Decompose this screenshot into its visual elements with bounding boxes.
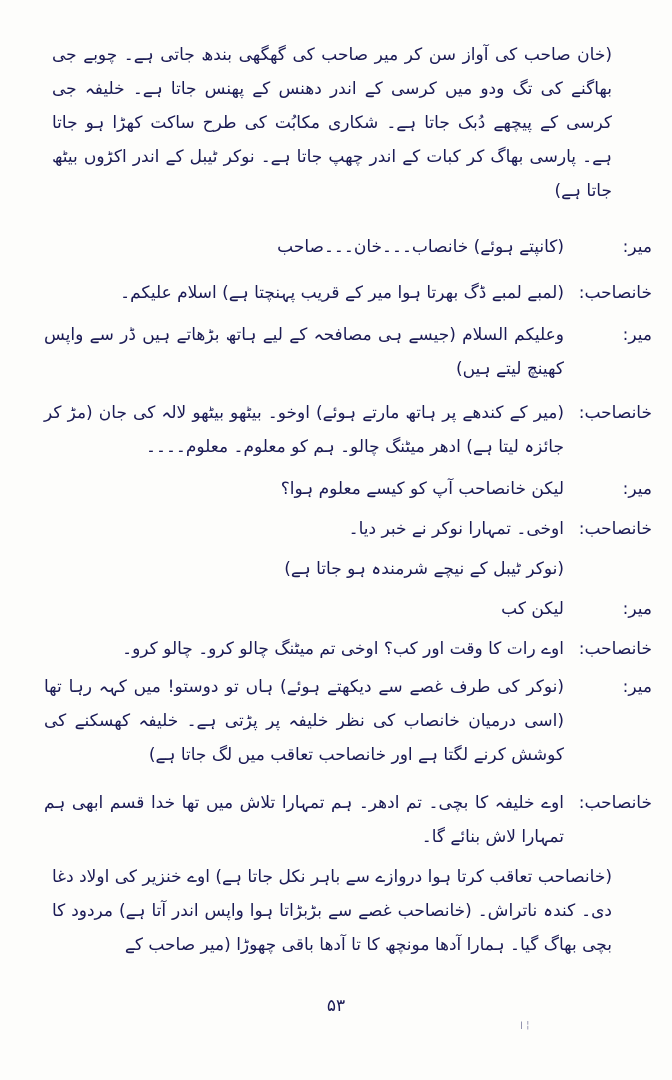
speaker-label: میر: — [622, 479, 652, 499]
dialogue-text: (نوکر کی طرف غصے سے دیکھتے ہوئے) ہاں تو دوستو! میں کہہ رہا تھا (اسی درمیان خانصاب کی نظر خلیفہ پر پڑتی ہے۔ خلیفہ کھسکنے کی کوشش کرنے لگتا ہے اور خانصاحب تعاقب میں لگ جاتا ہے) — [44, 677, 564, 765]
speaker-label: خانصاحب: — [578, 403, 652, 423]
dialogue-text: (کانپتے ہوئے) خانصاب۔۔۔خان۔۔۔صاحب — [277, 237, 564, 257]
speaker-label: خانصاحب: — [578, 519, 652, 539]
dialogue-text: (لمبے لمبے ڈگ بھرتا ہوا میر کے قریب پہنچتا ہے) اسلام علیکم۔ — [120, 283, 564, 303]
dialogue-text: وعلیکم السلام (جیسے ہی مصافحہ کے لیے ہاتھ بڑھاتے ہیں ڈر سے واپس کھینچ لیتے ہیں) — [44, 325, 564, 379]
speaker-label: خانصاحب: — [578, 793, 652, 813]
scan-specks: ¦ ׀ — [520, 1020, 530, 1031]
speaker-label: میر: — [622, 237, 652, 257]
speaker-label: میر: — [622, 677, 652, 697]
dialogue-text: لیکن کب — [501, 599, 564, 619]
speaker-label: خانصاحب: — [578, 283, 652, 303]
speaker-label: میر: — [622, 599, 652, 619]
dialogue-text: لیکن خانصاحب آپ کو کیسے معلوم ہوا؟ — [280, 479, 564, 499]
intro-paragraph: (خان صاحب کی آواز سن کر میر صاحب کی گھگھی بندھ جاتی ہے۔ چوبے جی بھاگنے کی تگ ودو میں کرسی کے اندر دھنس کے پھنس جاتا ہے۔ خلیفہ جی کرسی کے پیچھے دُبک جاتا ہے۔ شکاری مکابُت کی طرح ساکت کھڑا ہو جاتا ہے۔ پارسی بھاگ کر کبات کے اندر چھپ جاتا ہے۔ نوکر ٹیبل کے اندر اکڑوں بیٹھ جاتا ہے) — [52, 45, 612, 201]
outro-paragraph: (خانصاحب تعاقب کرتا ہوا دروازے سے باہر نکل جاتا ہے) اوے خنزیر کی اولاد دغا دی۔ کندہ ناتراش۔ (خانصاحب غصے سے بڑبڑاتا ہوا واپس اندر آتا ہے) مردود کا بچی بھاگ گیا۔ ہمارا آدھا مونچھ کا تا آدھا باقی چھوڑا (میر صاحب کے — [52, 867, 612, 955]
dialogue-text: (میر کے کندھے پر ہاتھ مارتے ہوئے) اوخو۔ بیٹھو بیٹھو لالہ کی جان (مڑ کر جائزہ لیتا ہے) ادھر میٹنگ چالو۔ ہم کو معلوم۔ معلوم۔۔۔۔ — [44, 403, 564, 457]
speaker-label: میر: — [622, 325, 652, 345]
dialogue-text: اوخی۔ تمہارا نوکر نے خبر دیا۔ — [348, 519, 564, 539]
speaker-label: خانصاحب: — [578, 639, 652, 659]
dialogue-text: اوے خلیفہ کا بچی۔ تم ادھر۔ ہم تمہارا تلاش میں تھا خدا قسم ابھی ہم تمہارا لاش بنائے گا۔ — [44, 793, 564, 847]
page-number: ۵۳ — [326, 996, 346, 1016]
dialogue-text: اوے رات کا وقت اور کب؟ اوخی تم میٹنگ چالو کرو۔ چالو کرو۔ — [122, 639, 564, 659]
dialogue-text: (نوکر ٹیبل کے نیچے شرمندہ ہو جاتا ہے) — [284, 559, 564, 579]
